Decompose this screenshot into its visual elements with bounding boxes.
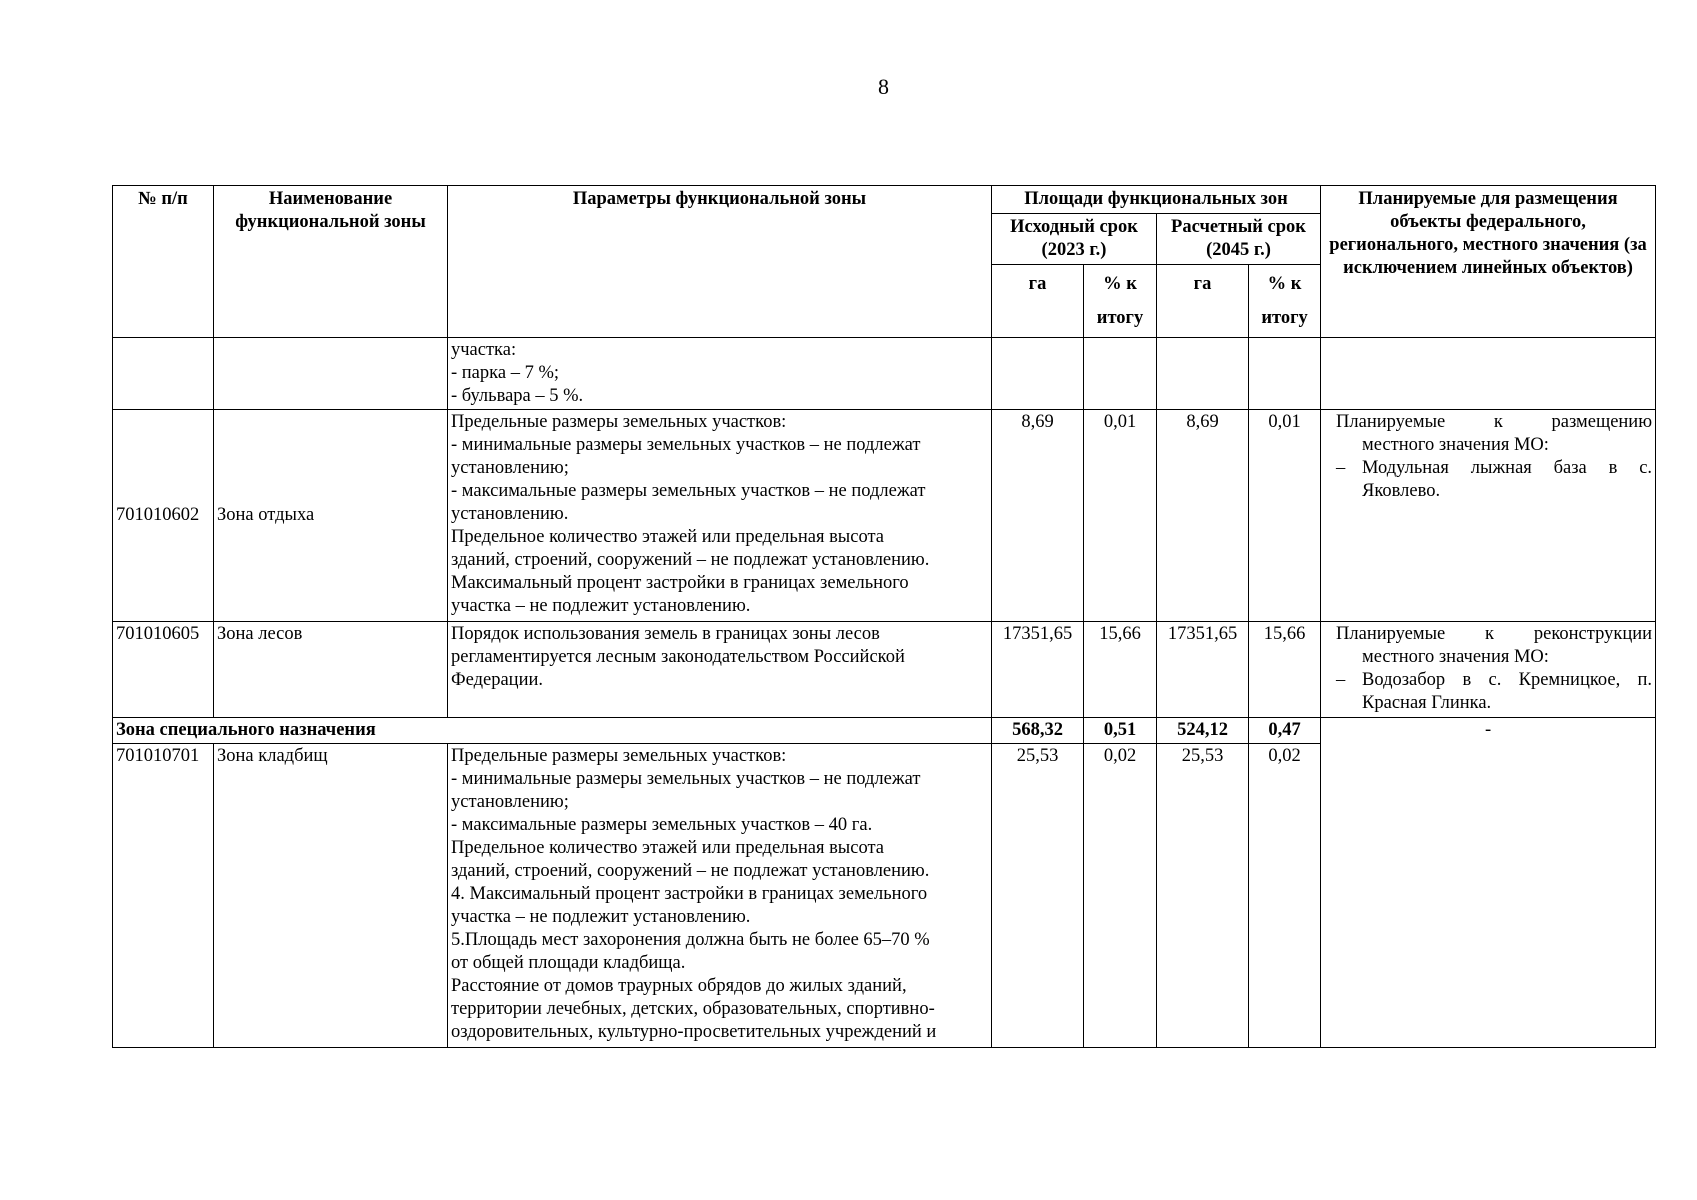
table-row [113,622,1656,718]
cell-ha-2023: 17351,65 [992,622,1084,718]
cell-planned [1321,410,1656,622]
cell-code: 701010605 [113,622,214,718]
cell-ha-2023 [992,338,1084,410]
header-zone-name: Наименование функциональной зоны [214,186,448,338]
planned-lead-cont: местного значения МО: [1362,647,1549,667]
section-row [113,718,1656,744]
cell-pct-2023: 15,66 [1084,622,1157,718]
cell-zone-name: Зона лесов [214,622,448,718]
cell-code [113,338,214,410]
planned-lead-cont: местного значения МО: [1362,435,1549,455]
header-planned: Планируемые для размещения объекты федерального, регионального, местного значения (за исключением линейных объектов) [1321,186,1656,338]
cell-pct-2045: 0,01 [1249,410,1321,622]
cell-pct-2023: 0,01 [1084,410,1157,622]
cell-ha-2045: 524,12 [1157,718,1249,744]
planned-lead: Планируемые к реконструкции [1336,624,1653,644]
cell-params: Предельные размеры земельных участков: - минимальные размеры земельных участков – не подлежат установлению; - максимальные размеры земельных участков – не подлежат установлению. Предельное количество этажей или предельная высота зданий, строений, сооружений – не подлежат установлению. Максимальный процент застройки в границах земельного участка – не подлежит установлению. [448,410,992,622]
planned-lead: Планируемые к размещению [1336,412,1653,432]
header-area: Площади функциональных зон [992,186,1321,214]
cell-planned [1321,338,1656,410]
planned-item: – Модульная лыжная база в с. Яковлево. [1336,458,1653,501]
header-row-1 [113,186,1656,214]
header-ha-2045: га [1157,265,1249,338]
table-row [113,410,1656,622]
cell-ha-2023: 8,69 [992,410,1084,622]
cell-code: 701010701 [113,744,214,1048]
header-ha-2023: га [992,265,1084,338]
cell-params: Порядок использования земель в границах зоны лесов регламентируется лесным законодательством Российской Федерации. [448,622,992,718]
page-number: 8 [878,74,889,99]
cell-ha-2045: 17351,65 [1157,622,1249,718]
header-estimated: Расчетный срок (2045 г.) [1157,214,1321,265]
cell-pct-2023: 0,51 [1084,718,1157,744]
cell-ha-2045: 8,69 [1157,410,1249,622]
cell-pct-2045: 0,47 [1249,718,1321,744]
cell-zone-name [214,338,448,410]
table-row [113,338,1656,410]
dash-bullet-icon: – [1336,670,1346,690]
cell-zone-name: Зона кладбищ [214,744,448,1048]
cell-ha-2023: 25,53 [992,744,1084,1048]
cell-pct-2045: 15,66 [1249,622,1321,718]
cell-pct-2023: 0,02 [1084,744,1157,1048]
cell-ha-2045 [1157,338,1249,410]
cell-pct-2023 [1084,338,1157,410]
section-title: Зона специального назначения [113,718,992,744]
cell-params: Предельные размеры земельных участков: - минимальные размеры земельных участков – не подлежат установлению; - максимальные размеры земельных участков – 40 га. Предельное количество этажей или предельная высота зданий, строений, сооружений – не подлежат установлению. 4. Максимальный процент застройки в границах земельного участка – не подлежит установлению. 5.Площадь мест захоронения должна быть не более 65–70 % от общей площади кладбища. Расстояние от домов траурных обрядов до жилых зданий, территории лечебных, детских, образовательных, спортивно- оздоровительных, культурно-просветительных учреждений и [448,744,992,1048]
cell-planned [1321,622,1656,718]
header-initial: Исходный срок (2023 г.) [992,214,1157,265]
planned-item: – Водозабор в с. Кремницкое, п. Красная Глинка. [1336,670,1653,713]
cell-ha-2045: 25,53 [1157,744,1249,1048]
cell-params: участка: - парка – 7 %; - бульвара – 5 %. [448,338,992,410]
header-params: Параметры функциональной зоны [448,186,992,338]
dash-bullet-icon: – [1336,458,1346,478]
cell-code: 701010602 [113,410,214,622]
cell-pct-2045 [1249,338,1321,410]
functional-zones-table [112,185,1656,1048]
cell-ha-2023: 568,32 [992,718,1084,744]
cell-zone-name: Зона отдыха [214,410,448,622]
header-pct-2023: % к итогу [1084,265,1157,338]
header-num: № п/п [113,186,214,338]
cell-planned: - [1321,718,1656,1048]
cell-pct-2045: 0,02 [1249,744,1321,1048]
header-pct-2045: % к итогу [1249,265,1321,338]
